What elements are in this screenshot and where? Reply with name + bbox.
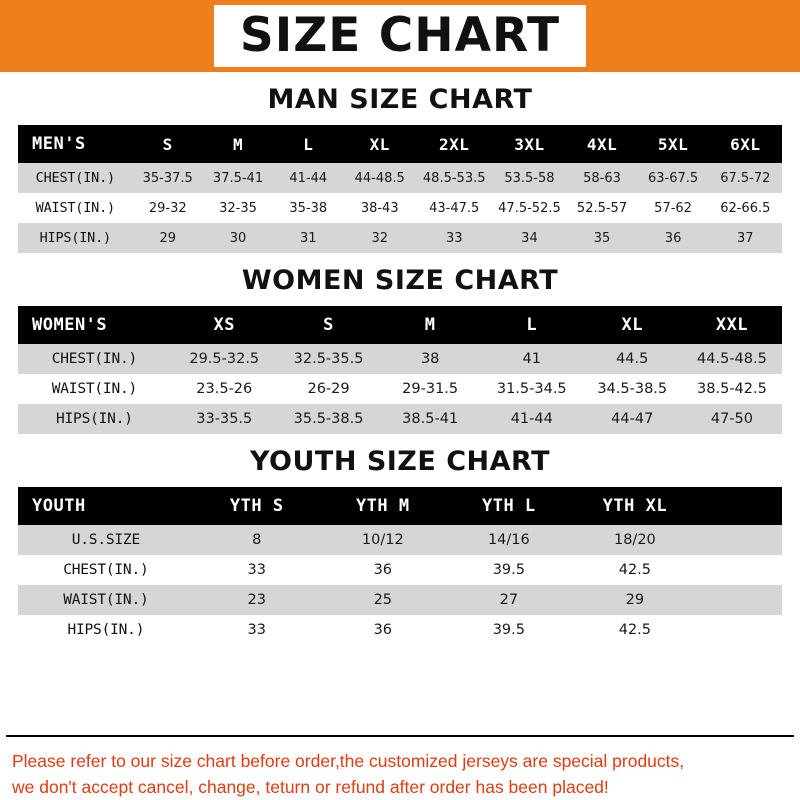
table-row bbox=[18, 193, 782, 223]
table-cell: 38.5-41 bbox=[379, 404, 481, 434]
table-cell: 35-37.5 bbox=[133, 163, 203, 193]
table-cell: 35-38 bbox=[273, 193, 343, 223]
table-cell: 23.5-26 bbox=[171, 374, 278, 404]
table-cell-spacer bbox=[698, 525, 782, 555]
table-cell: 58-63 bbox=[567, 163, 638, 193]
youth-header-spacer bbox=[698, 487, 782, 525]
section-man bbox=[18, 84, 782, 253]
table-cell: 42.5 bbox=[572, 555, 698, 585]
section-title-man: MAN SIZE CHART bbox=[267, 84, 533, 115]
table-cell: 43-47.5 bbox=[416, 193, 492, 223]
women-header-cell: XXL bbox=[715, 315, 749, 335]
man-size-table bbox=[18, 125, 782, 253]
table-row bbox=[18, 615, 782, 645]
table-cell: 25 bbox=[320, 585, 446, 615]
table-cell: 44.5 bbox=[583, 344, 682, 374]
man-header-cell: 2XL bbox=[439, 134, 470, 154]
table-cell: 31 bbox=[273, 223, 343, 253]
table-cell: 14/16 bbox=[446, 525, 572, 555]
women-header-row bbox=[18, 306, 782, 344]
women-header-cell: S bbox=[323, 315, 334, 335]
man-header-cell: 3XL bbox=[514, 134, 545, 154]
man-header-cell: S bbox=[162, 134, 173, 154]
table-cell: 33-35.5 bbox=[171, 404, 278, 434]
section-youth bbox=[18, 446, 782, 645]
header-banner bbox=[0, 0, 800, 72]
table-cell: 32 bbox=[343, 223, 416, 253]
table-cell: 18/20 bbox=[572, 525, 698, 555]
youth-header-cell: YTH M bbox=[355, 496, 410, 516]
row-label: CHEST(IN.) bbox=[18, 555, 194, 585]
row-label: CHEST(IN.) bbox=[18, 344, 171, 374]
row-label: WAIST(IN.) bbox=[18, 193, 133, 223]
man-header-cell: L bbox=[303, 134, 314, 154]
row-label: CHEST(IN.) bbox=[18, 163, 133, 193]
table-cell: 10/12 bbox=[320, 525, 446, 555]
table-cell: 30 bbox=[203, 223, 273, 253]
table-row bbox=[18, 404, 782, 434]
table-cell-spacer bbox=[698, 615, 782, 645]
table-row bbox=[18, 555, 782, 585]
table-cell: 33 bbox=[416, 223, 492, 253]
footer-line-1: Please refer to our size chart before order,the customized jerseys are special products, bbox=[12, 751, 685, 772]
table-cell: 29.5-32.5 bbox=[171, 344, 278, 374]
table-cell: 47.5-52.5 bbox=[492, 193, 566, 223]
section-title-youth: YOUTH SIZE CHART bbox=[249, 446, 551, 477]
table-cell: 29-31.5 bbox=[379, 374, 481, 404]
row-label: WAIST(IN.) bbox=[18, 585, 194, 615]
table-cell: 31.5-34.5 bbox=[481, 374, 583, 404]
table-row bbox=[18, 163, 782, 193]
table-cell: 36 bbox=[320, 555, 446, 585]
table-row bbox=[18, 344, 782, 374]
table-cell: 38-43 bbox=[343, 193, 416, 223]
row-label: HIPS(IN.) bbox=[18, 615, 194, 645]
man-header-cell: M bbox=[232, 134, 244, 154]
women-header-cell: M bbox=[424, 315, 436, 335]
table-cell: 48.5-53.5 bbox=[416, 163, 492, 193]
table-cell: 41-44 bbox=[273, 163, 343, 193]
youth-header-cell: YOUTH bbox=[32, 496, 86, 516]
man-header-cell: 5XL bbox=[657, 134, 689, 154]
table-cell: 44-47 bbox=[583, 404, 682, 434]
women-header-cell: XL bbox=[621, 315, 643, 335]
table-cell: 39.5 bbox=[446, 615, 572, 645]
section-women bbox=[18, 265, 782, 434]
table-cell: 41-44 bbox=[481, 404, 583, 434]
table-cell: 26-29 bbox=[278, 374, 380, 404]
table-row bbox=[18, 525, 782, 555]
youth-header-cell: YTH S bbox=[229, 496, 284, 516]
table-cell: 23 bbox=[194, 585, 320, 615]
table-cell: 62-66.5 bbox=[709, 193, 782, 223]
table-cell: 53.5-58 bbox=[492, 163, 566, 193]
table-cell: 67.5-72 bbox=[709, 163, 782, 193]
youth-header-cell: YTH L bbox=[481, 496, 536, 516]
youth-size-table bbox=[18, 487, 782, 645]
row-label: U.S.SIZE bbox=[18, 525, 194, 555]
man-header-cell: XL bbox=[369, 134, 390, 154]
table-row bbox=[18, 374, 782, 404]
table-cell: 36 bbox=[320, 615, 446, 645]
man-header-cell: MEN'S bbox=[32, 134, 86, 154]
table-cell: 33 bbox=[194, 555, 320, 585]
women-size-table bbox=[18, 306, 782, 434]
table-cell: 32-35 bbox=[203, 193, 273, 223]
table-cell: 35 bbox=[567, 223, 638, 253]
man-header-cell: 4XL bbox=[586, 134, 618, 154]
table-cell: 27 bbox=[446, 585, 572, 615]
women-header-cell: WOMEN'S bbox=[32, 315, 108, 335]
man-header-row bbox=[18, 125, 782, 163]
table-cell: 44-48.5 bbox=[343, 163, 416, 193]
table-cell: 52.5-57 bbox=[567, 193, 638, 223]
table-cell: 32.5-35.5 bbox=[278, 344, 380, 374]
table-cell-spacer bbox=[698, 555, 782, 585]
table-cell: 63-67.5 bbox=[638, 163, 709, 193]
table-cell: 41 bbox=[481, 344, 583, 374]
table-cell-spacer bbox=[698, 585, 782, 615]
chart-content bbox=[0, 72, 800, 721]
table-cell: 57-62 bbox=[638, 193, 709, 223]
table-cell: 39.5 bbox=[446, 555, 572, 585]
row-label: HIPS(IN.) bbox=[18, 223, 133, 253]
women-header-cell: XS bbox=[213, 315, 236, 335]
page-title: SIZE CHART bbox=[214, 5, 586, 67]
footer-line-2: we don't accept cancel, change, teturn or refund after order has been placed! bbox=[12, 776, 609, 797]
section-title-women: WOMEN SIZE CHART bbox=[241, 265, 559, 296]
table-cell: 38 bbox=[379, 344, 481, 374]
table-row bbox=[18, 585, 782, 615]
table-cell: 37.5-41 bbox=[203, 163, 273, 193]
table-cell: 37 bbox=[709, 223, 782, 253]
footer-disclaimer bbox=[6, 735, 794, 800]
table-cell: 8 bbox=[194, 525, 320, 555]
row-label: HIPS(IN.) bbox=[18, 404, 171, 434]
table-cell: 34 bbox=[492, 223, 566, 253]
table-row bbox=[18, 223, 782, 253]
table-cell: 38.5-42.5 bbox=[682, 374, 782, 404]
youth-header-cell: YTH XL bbox=[602, 496, 668, 516]
table-cell: 44.5-48.5 bbox=[682, 344, 782, 374]
table-cell: 33 bbox=[194, 615, 320, 645]
man-header-cell: 6XL bbox=[730, 134, 761, 154]
row-label: WAIST(IN.) bbox=[18, 374, 171, 404]
youth-header-row bbox=[18, 487, 782, 525]
table-cell: 34.5-38.5 bbox=[583, 374, 682, 404]
women-header-cell: L bbox=[526, 315, 538, 335]
table-cell: 42.5 bbox=[572, 615, 698, 645]
table-cell: 29 bbox=[572, 585, 698, 615]
table-cell: 29-32 bbox=[133, 193, 203, 223]
table-cell: 47-50 bbox=[682, 404, 782, 434]
table-cell: 35.5-38.5 bbox=[278, 404, 380, 434]
table-cell: 29 bbox=[133, 223, 203, 253]
table-cell: 36 bbox=[638, 223, 709, 253]
